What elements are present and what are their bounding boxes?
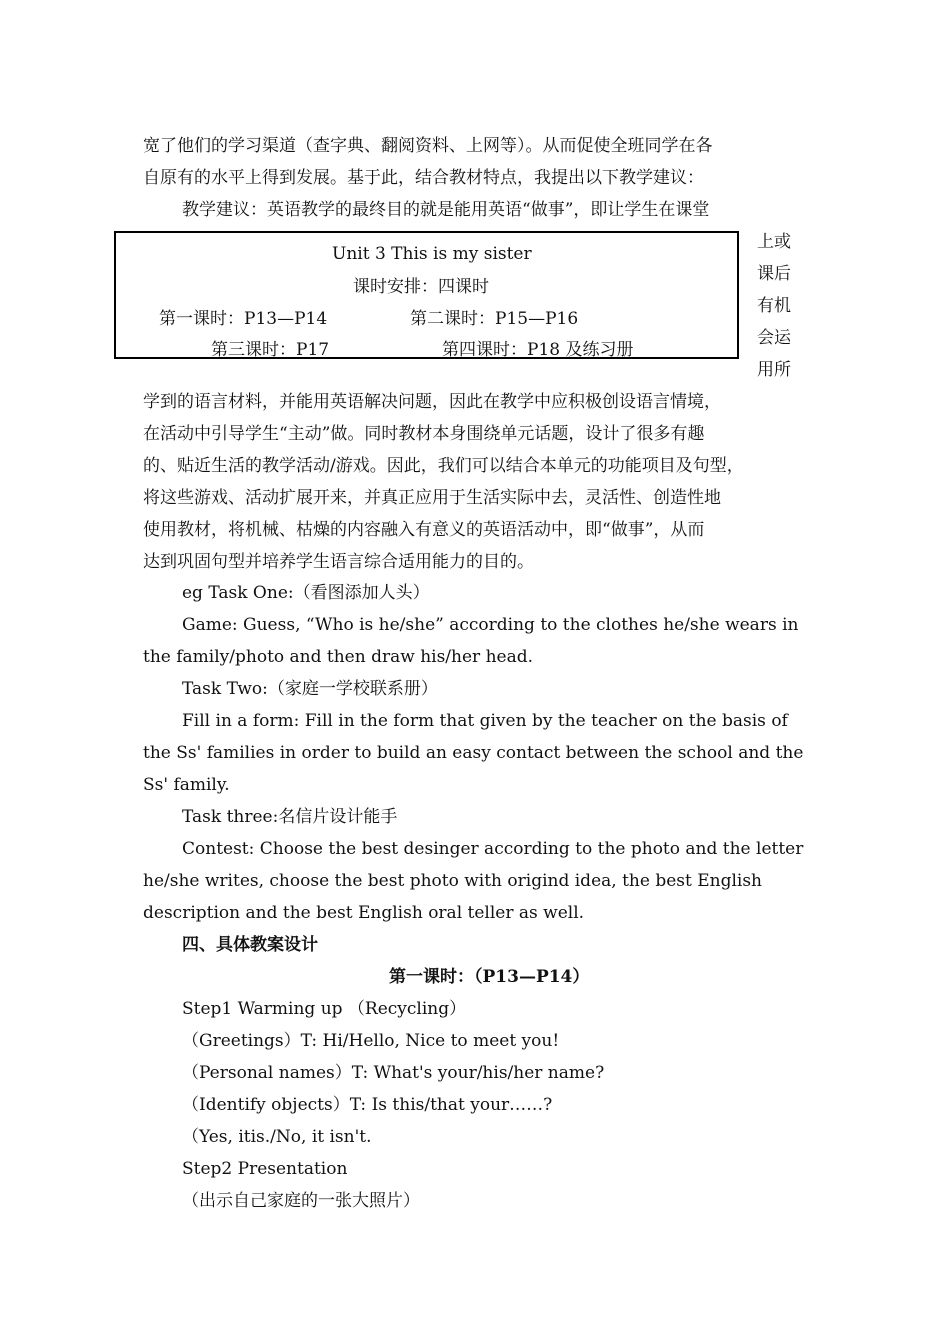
step-2-heading: Step2 Presentation: [182, 1159, 348, 1179]
lesson-2-pages: 第二课时：P15—P16: [410, 309, 579, 329]
body-line-1: 学到的语言材料，并能用英语解决问题，因此在教学中应积极创设语言情境，: [143, 392, 721, 412]
lesson-1-title: 第一课时：（P13—P14）: [389, 967, 590, 987]
lesson-4-pages: 第四课时：P18 及练习册: [442, 340, 634, 360]
body-line-5: 使用教材，将机械、枯燥的内容融入有意义的英语活动中，即“做事”，从而: [143, 520, 705, 540]
photo-instruction: （出示自己家庭的一张大照片）: [182, 1191, 420, 1211]
lesson-3-pages: 第三课时：P17: [211, 340, 330, 360]
side-text-2: 课后: [757, 264, 791, 284]
task-two-line-1: Fill in a form: Fill in the form that given by the teacher on the basis of: [182, 711, 788, 731]
task-three-heading: Task three:名信片设计能手: [182, 807, 398, 827]
task-two-line-2: the Ss' families in order to build an easy contact between the school and the: [143, 743, 804, 763]
task-three-line-3: description and the best English oral teller as well.: [143, 903, 585, 923]
identify-objects-line: （Identify objects）T: Is this/that your……?: [182, 1095, 553, 1115]
side-text-1: 上或: [757, 232, 791, 252]
body-line-2: 在活动中引导学生“主动”做。同时教材本身围绕单元话题，设计了很多有趣: [143, 424, 705, 444]
unit-title: Unit 3 This is my sister: [332, 244, 532, 264]
schedule-subtitle: 课时安排：四课时: [353, 277, 489, 297]
task-two-heading: Task Two:（家庭一学校联系册）: [182, 679, 438, 699]
intro-line-2: 自原有的水平上得到发展。基于此，结合教材特点，我提出以下教学建议：: [143, 168, 704, 188]
lesson-schedule-box: [114, 231, 739, 359]
body-line-6: 达到巩固句型并培养学生语言综合适用能力的目的。: [143, 552, 534, 572]
greetings-line: （Greetings）T: Hi/Hello, Nice to meet you!: [182, 1031, 560, 1051]
side-text-3: 有机: [757, 296, 791, 316]
lesson-1-pages: 第一课时：P13—P14: [159, 309, 328, 329]
step-1-heading: Step1 Warming up （Recycling）: [182, 999, 467, 1019]
section-4-heading: 四、具体教案设计: [182, 935, 318, 955]
task-three-line-1: Contest: Choose the best desinger according to the photo and the letter: [182, 839, 804, 859]
answer-line: （Yes, itis./No, it isn't.: [182, 1127, 372, 1147]
task-one-line-1: Game: Guess, “Who is he/she” according to the clothes he/she wears in: [182, 615, 799, 635]
task-one-heading: eg Task One:（看图添加人头）: [182, 583, 430, 603]
personal-names-line: （Personal names）T: What's your/his/her name?: [182, 1063, 605, 1083]
body-line-4: 将这些游戏、活动扩展开来，并真正应用于生活实际中去，灵活性、创造性地: [143, 488, 721, 508]
task-three-line-2: he/she writes, choose the best photo with origind idea, the best English: [143, 871, 763, 891]
intro-line-1: 宽了他们的学习渠道（查字典、翻阅资料、上网等）。从而促使全班同学在各: [143, 136, 713, 156]
task-two-line-3: Ss' family.: [143, 775, 230, 795]
body-line-3: 的、贴近生活的教学活动/游戏。因此，我们可以结合本单元的功能项目及句型，: [143, 456, 744, 476]
side-text-5: 用所: [757, 360, 791, 380]
side-text-4: 会运: [757, 328, 791, 348]
intro-line-3: 教学建议：英语教学的最终目的就是能用英语“做事”，即让学生在课堂: [182, 200, 710, 220]
task-one-line-2: the family/photo and then draw his/her head.: [143, 647, 534, 667]
